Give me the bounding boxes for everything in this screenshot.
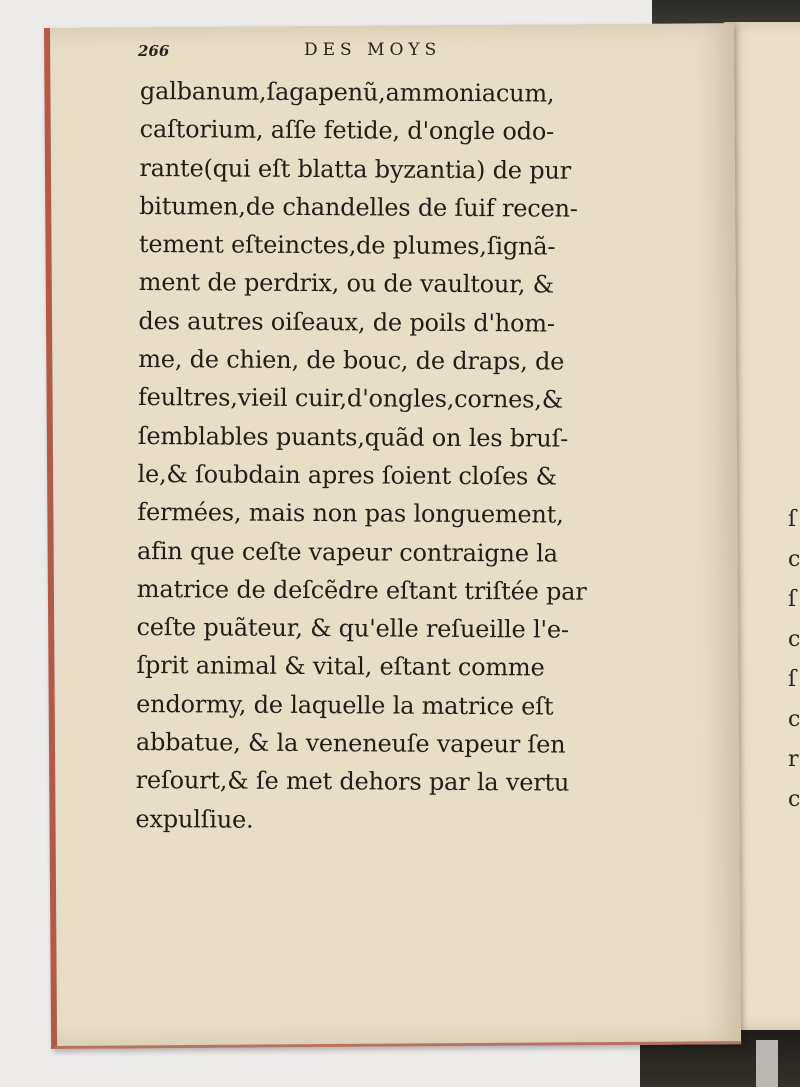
text-line: caſtorium, aſſe fetide, d'ongle odo- [139,115,555,146]
text-line: ceſte puãteur, & qu'elle reſueille l'e- [136,613,569,644]
text-line: le,& ſoubdain apres ſoient cloſes & [137,459,557,491]
facing-page-edge-letters: ſ c ſ c ſ c r c [788,507,800,812]
text-line: reſourt,& ſe met dehors par la vertu [135,766,570,797]
page-number: 266 [138,42,170,60]
running-head-title: DES MOYS [304,40,442,60]
text-line: endormy, de laquelle la matrice eſt [136,689,554,721]
ruler-edge [756,1040,778,1087]
text-line: me, de chien, de bouc, de draps, de [138,345,565,376]
text-line: ment de perdrix, ou de vaultour, & [138,268,554,300]
text-line: expulſiue. [135,804,254,834]
text-line: fermées, mais non pas longuement, [137,498,564,529]
text-line: des autres oiſeaux, de poils d'hom- [138,306,555,338]
text-line: matrice de deſcẽdre eſtant triſtée par [136,574,587,606]
show-through-line [210,876,650,902]
text-line: tement eſteinctes,de plumes,ſignã- [138,230,556,261]
text-line: bitumen,de chandelles de ſuif recen- [139,191,578,223]
text-line: ſprit animal & vital, eſtant comme [136,651,545,682]
text-line: afin que ceſte vapeur contraigne la [136,536,558,568]
body-text [135,72,630,841]
text-line: galbanum,ſagapenũ,ammoniacum, [139,76,555,108]
text-line: abbatue, & la veneneuſe vapeur ſen [135,728,566,759]
text-line: feultres,vieil cuir,d'ongles,cornes,& [137,383,564,414]
text-line: rante(qui eſt blatta byzantia) de pur [139,153,572,185]
show-through-text [210,876,650,902]
text-line: ſemblables puants,quãd on les bruſ- [137,421,569,453]
